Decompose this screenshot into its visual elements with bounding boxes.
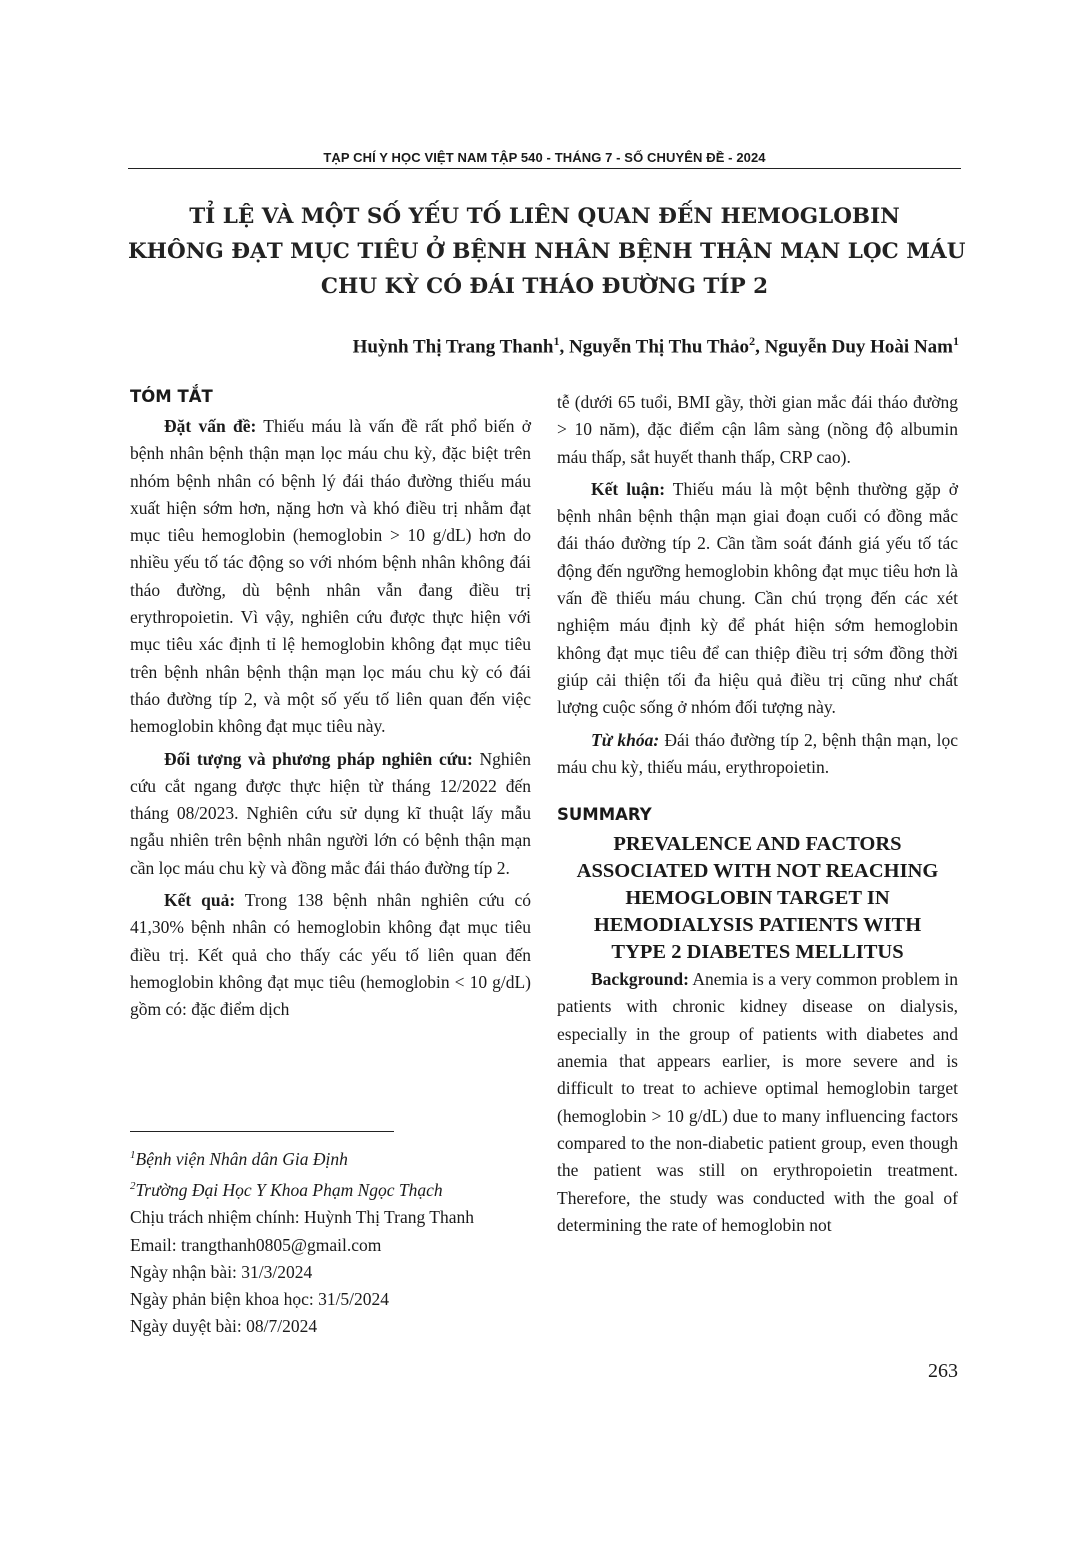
author-list	[128, 334, 959, 358]
abstract-vi-heading: TÓM TẮT	[130, 387, 213, 406]
running-header: TẠP CHÍ Y HỌC VIỆT NAM TẬP 540 - THÁNG 7 - SỐ CHUYÊN ĐỀ - 2024	[323, 150, 766, 165]
author-name: Huỳnh Thị Trang Thanh	[352, 336, 554, 358]
author-separator: ,	[755, 336, 765, 358]
keywords-text: Đái tháo đường típ 2, bệnh thận mạn, lọc máu chu kỳ, thiếu máu, erythropoietin.	[557, 729, 958, 777]
english-title-line: HEMODIALYSIS PATIENTS WITH	[593, 914, 922, 937]
left-column	[130, 385, 531, 1024]
abstract-results-paragraph	[130, 887, 531, 1023]
author-name: Nguyễn Duy Hoài Nam	[764, 336, 953, 358]
abstract-background-paragraph	[130, 413, 531, 741]
footnotes	[130, 1142, 550, 1341]
affiliation-1	[130, 1142, 550, 1173]
date-reviewed: Ngày phản biện khoa học: 31/5/2024	[130, 1289, 390, 1310]
affiliation-text: Trường Đại Học Y Khoa Phạm Ngọc Thạch	[135, 1179, 443, 1200]
english-title-line: HEMOGLOBIN TARGET IN	[625, 887, 890, 910]
author-name: Nguyễn Thị Thu Thảo	[568, 336, 750, 358]
title-line: KHÔNG ĐẠT MỤC TIÊU Ở BỆNH NHÂN BỆNH THẬN MẠN LỌC MÁU	[128, 239, 966, 264]
title-line: TỈ LỆ VÀ MỘT SỐ YẾU TỐ LIÊN QUAN ĐẾN HEMOGLOBIN	[189, 204, 900, 229]
abstract-methods-paragraph	[130, 746, 531, 882]
author-separator: ,	[559, 336, 569, 358]
english-title-line: PREVALENCE AND FACTORS	[613, 833, 902, 856]
methods-text: Nghiên cứu cắt ngang được thực hiện từ tháng 12/2022 đến tháng 08/2023. Nghiên cứu sử dụng kĩ thuật lấy mẫu ngẫu nhiên trên bệnh nhân người lớn có bệnh thận mạn cần lọc máu chu kỳ và đồng mắc đái tháo đường típ 2.	[130, 748, 531, 878]
conclusion-label: Kết luận:	[591, 478, 666, 499]
author-affiliation-mark: 2	[749, 334, 756, 348]
article-title	[128, 199, 966, 304]
footnote-divider	[130, 1131, 394, 1132]
page-number: 263	[928, 1360, 958, 1382]
author-affiliation-mark: 1	[953, 334, 959, 348]
right-column	[557, 389, 958, 1239]
results-text: Trong 138 bệnh nhân nghiên cứu có 41,30% bệnh nhân có hemoglobin không đạt mục tiêu điều trị. Kết quả cho thấy các yếu tố liên quan đến hemoglobin không đạt mục tiêu (hemoglobin < 10 g/dL) gồm có: đặc điểm dịch	[130, 890, 531, 1020]
english-background-label: Background:	[591, 969, 689, 990]
affiliation-2	[130, 1173, 550, 1204]
results-continued: tễ (dưới 65 tuổi, BMI gầy, thời gian mắc đái tháo đường > 10 năm), đặc điểm cận lâm sàng (nồng độ albumin máu thấp, sắt huyết thanh thấp, CRP cao).	[557, 392, 958, 467]
date-received: Ngày nhận bài: 31/3/2024	[130, 1261, 313, 1282]
corresponding-author: Chịu trách nhiệm chính: Huỳnh Thị Trang Thanh	[130, 1207, 474, 1228]
keywords-paragraph	[557, 727, 958, 782]
abstract-en-heading: SUMMARY	[557, 805, 652, 825]
english-title-line: TYPE 2 DIABETES MELLITUS	[611, 941, 904, 964]
conclusion-text: Thiếu máu là một bệnh thường gặp ở bệnh nhân bệnh thận mạn giai đoạn cuối có đồng mắc đái tháo đường típ 2. Cần tầm soát đánh giá yếu tố tác động đến ngưỡng hemoglobin không đạt mục tiêu hơn là vấn đề thiếu máu chung. Cần chú trọng đến các xét nghiệm máu định kỳ để phát hiện sớm hemoglobin không đạt mục tiêu để can thiệp điều trị sớm đồng thời giúp cải thiện tối đa hiệu quả điều trị cũng như chất lượng cuộc sống ở nhóm đối tượng này.	[557, 478, 958, 718]
abstract-conclusion-paragraph	[557, 476, 958, 722]
english-background-paragraph	[557, 966, 958, 1239]
background-label: Đặt vấn đề:	[164, 416, 257, 436]
affiliation-mark: 2	[130, 1180, 136, 1193]
english-background-text: Anemia is a very common problem in patients with chronic kidney disease on dialysis, especially in the group of patients with diabetes and anemia that appears earlier, is more severe and is difficult to treat to achieve optimal hemoglobin target (hemoglobin > 10 g/dL) due to many influencing factors compared to the non-diabetic patient group, even though the patient was still on erythropoietin treatment. Therefore, the study was conducted with the goal of determining the rate of hemoglobin not	[557, 969, 958, 1235]
title-line: CHU KỲ CÓ ĐÁI THÁO ĐƯỜNG TÍP 2	[320, 274, 769, 299]
date-accepted: Ngày duyệt bài: 08/7/2024	[130, 1316, 318, 1337]
english-title	[551, 831, 964, 966]
results-label: Kết quả:	[164, 890, 236, 911]
author-affiliation-mark: 1	[553, 334, 560, 348]
header-divider	[128, 168, 961, 169]
affiliation-mark: 1	[130, 1149, 136, 1161]
email: Email: trangthanh0805@gmail.com	[130, 1234, 382, 1255]
background-text: Thiếu máu là vấn đề rất phổ biến ở bệnh nhân bệnh thận mạn lọc máu chu kỳ, đặc biệt trên nhóm bệnh nhân có bệnh lý đái tháo đường thiếu máu xuất hiện sớm hơn, nặng hơn và khó điều trị nhằm đạt mục tiêu hemoglobin (hemoglobin > 10 g/dL) hơn do nhiều yếu tố tác động so với nhóm bệnh nhân không đái tháo đường, dù bệnh nhân vẫn đang điều trị erythropoietin. Vì vậy, nghiên cứu được thực hiện với mục tiêu xác định tỉ lệ hemoglobin không đạt mục tiêu trên bệnh nhân bệnh thận mạn lọc máu chu kỳ có đái tháo đường típ 2, và một số yếu tố liên quan đến việc hemoglobin không đạt mục tiêu này.	[130, 416, 531, 737]
english-title-line: ASSOCIATED WITH NOT REACHING	[576, 860, 939, 883]
keywords-label: Từ khóa:	[591, 729, 660, 750]
methods-label: Đối tượng và phương pháp nghiên cứu:	[164, 748, 473, 769]
affiliation-text: Bệnh viện Nhân dân Gia Định	[135, 1148, 348, 1169]
